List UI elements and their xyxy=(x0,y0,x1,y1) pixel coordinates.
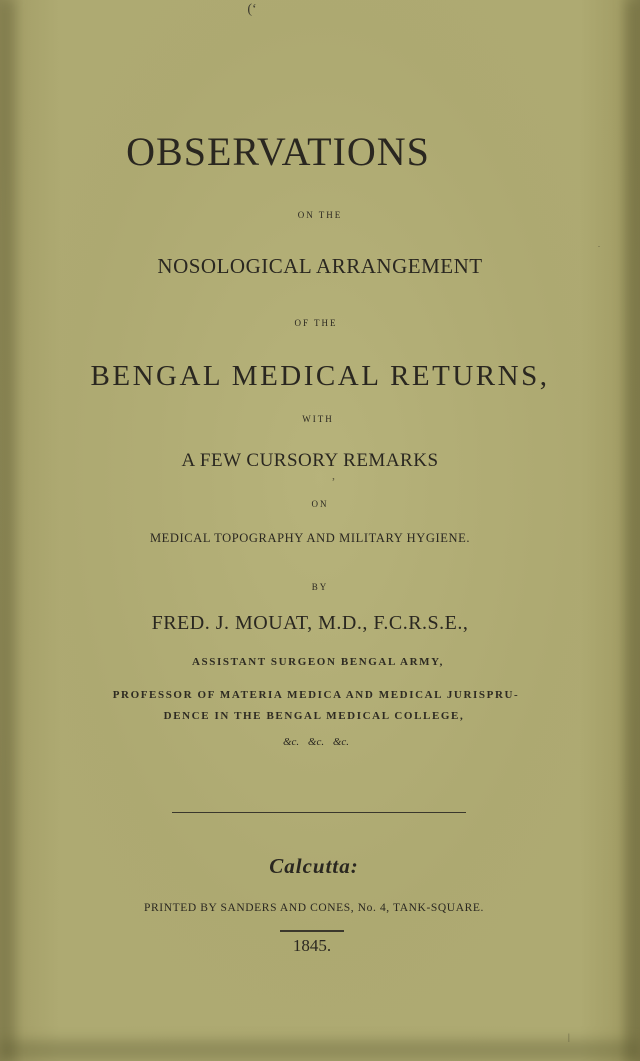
author-position-2-line-1: PROFESSOR OF MATERIA MEDICA AND MEDICAL JURISPRU- xyxy=(112,689,520,701)
publication-year: 1845. xyxy=(292,936,332,955)
ink-speck: | xyxy=(568,1032,570,1042)
connector-by: BY xyxy=(311,582,329,592)
subject-nosological-arrangement: NOSOLOGICAL ARRANGEMENT xyxy=(157,254,483,278)
subject-cursory-remarks: A FEW CURSORY REMARKS xyxy=(181,450,439,471)
subject-bengal-medical-returns: BENGAL MEDICAL RETURNS, xyxy=(90,360,550,392)
connector-of-the: OF THE xyxy=(294,318,338,328)
printer-imprint: PRINTED BY SANDERS AND CONES, No. 4, TANK-SQUARE. xyxy=(144,902,484,914)
author-name: FRED. J. MOUAT, M.D., F.C.R.S.E., xyxy=(151,612,469,634)
etcetera: &c. &c. &c. xyxy=(282,736,350,748)
page-mark: (‘ xyxy=(247,2,257,17)
subject-topography-hygiene: MEDICAL TOPOGRAPHY AND MILITARY HYGIENE. xyxy=(149,531,471,545)
connector-on-the: ON THE xyxy=(297,210,343,220)
place-of-publication: Calcutta: xyxy=(269,854,359,878)
main-title: OBSERVATIONS xyxy=(126,129,430,174)
author-position-2-line-2: DENCE IN THE BENGAL MEDICAL COLLEGE, xyxy=(163,710,465,722)
author-position-1: ASSISTANT SURGEON BENGAL ARMY, xyxy=(192,656,444,668)
bottom-edge-stain xyxy=(0,1040,640,1061)
ink-speck: , xyxy=(332,468,335,482)
short-rule xyxy=(280,930,344,932)
divider-rule xyxy=(172,812,466,813)
connector-with: WITH xyxy=(302,414,334,424)
connector-on: ON xyxy=(311,499,329,509)
ink-speck: . xyxy=(598,240,600,249)
